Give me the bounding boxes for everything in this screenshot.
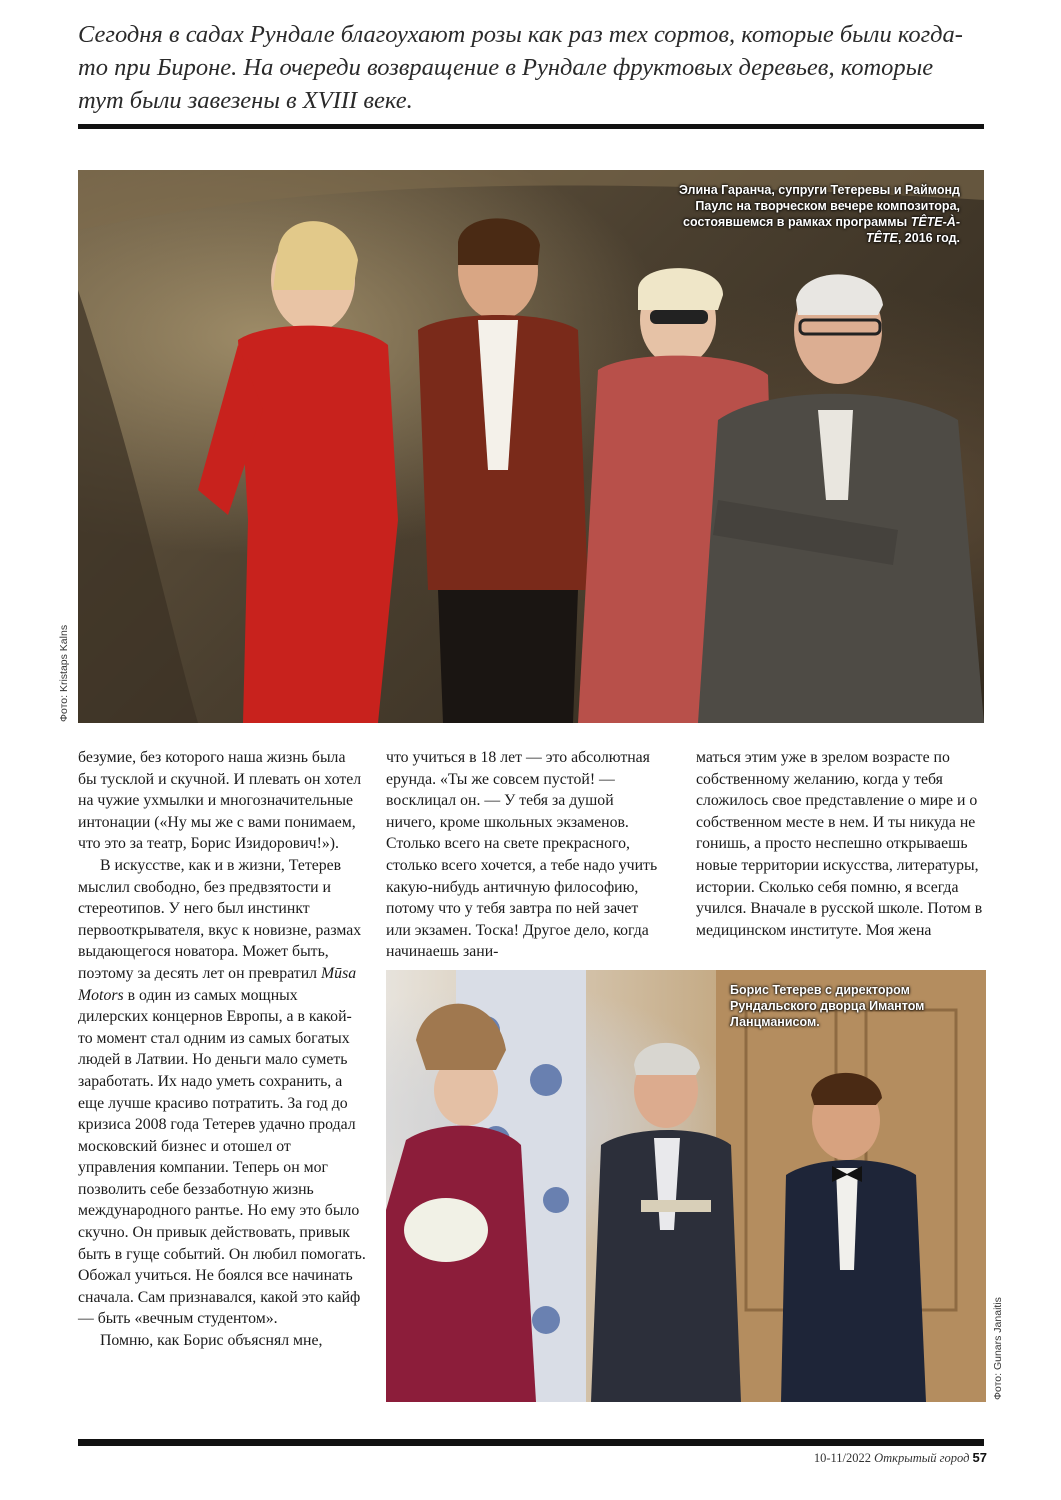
flower-bouquet [404,1198,488,1262]
paragraph: безумие, без которого наша жизнь была бы тусклой и скучной. И плевать он хотел на чужие ухмылки и многозначительные интонации («Ну мы же с вами понимаем, что это за театр, Борис Изидорович!»). [78,749,362,853]
issue-number: 10-11/2022 [813,1451,871,1465]
text-column-3 [696,747,986,941]
intro-quote: Сегодня в садах Рундале благоухают розы как раз тех сортов, которые были когда-то при Бироне. На очереди возвращение в Рундале фруктовых деревьев, которые тут были завезены в XVIII веке. [78,21,963,114]
page-footer [814,1450,987,1466]
figure-red-dress [238,326,398,723]
caption-program: TÊTE-À-TÊTE [865,215,960,245]
caption-year: , 2016 год. [897,231,960,245]
paragraph: маться этим уже в зрелом возрасте по собственному желанию, когда у тебя сложилось свое представление о мире и о собственном месте в нем. И ты никуда не гонишь, а просто неспешно открываешь новые территории искусства, литературы, истории. Сколько себя помню, я всегда учился. Вначале в русской школе. Потом в медицинском институте. Моя жена [696,749,983,939]
company-name: Mūsa Motors [78,964,357,1004]
paragraph: что учиться в 18 лет — это абсолютная ерунда. «Ты же совсем пустой! — восклицал он. — У тебя за душой ничего, кроме школьных экзаменов. Столько всего на свете прекрасного, столько всего хочется, а тебе надо учить какую-нибудь античную философию, потому что у тебя завтра по ней зачет или экзамен. Тоска! Другое дело, когда начинаешь зани- [386,749,658,961]
text-run: В искусстве, как и в жизни, Тетерев мыслил свободно, без предвзятости и стереотипов. У него был инстинкт первооткрывателя, вкус к новизне, размах выдающегося новатора. Может быть, поэтому за десять лет он превратил [78,856,362,982]
page-number: 57 [972,1450,987,1465]
photo2-caption: Борис Тетерев с директором Рундальского дворца Имантом Ланцманисом. [730,983,925,1029]
top-rule [78,124,984,129]
photo-illustration [386,970,986,1402]
text-column-1 [78,747,366,1352]
photo2-credit: Фото: Gunars Janaitis [992,1297,1004,1400]
photo-garanca-teterevs-pauls [78,170,984,723]
paragraph [78,855,366,1330]
text-run: в один из самых мощных дилерских концернов Европы, а в какой-то момент стал одним из самых богатых людей в Латвии. Но деньги мало суметь заработать. Их надо уметь сохранить, а еще лучше красиво потратить. За год до кризиса 2008 года Тетерев удачно продал московский бизнес и отошел от управления компании. Теперь он мог позволить себе беззаботную жизнь международного рантье. Но ему это было скучно. Он привык действовать, привык быть в гуще событий. Он любил помогать. Обожал учиться. Не боялся все начинать сначала. Сам признавался, какой это кайф — быть «вечным студентом». [78,986,366,1328]
photo-teterev-lancmanis [386,970,986,1402]
photo-illustration [78,170,984,723]
figure-costume-dress [386,1126,536,1402]
caption-text: Элина Гаранча, супруги Тетеревы и Раймонд Паулс на творческом вечере композитора, состоявшемся в рамках программы [678,183,960,229]
text-column-2 [386,747,662,963]
bottom-rule [78,1439,984,1446]
paragraph: Помню, как Борис объяснял мне, [100,1332,323,1350]
photo1-credit: Фото: Kristaps Kalns [58,624,70,722]
magazine-name: Открытый город [874,1451,970,1465]
photo1-caption [660,182,960,246]
